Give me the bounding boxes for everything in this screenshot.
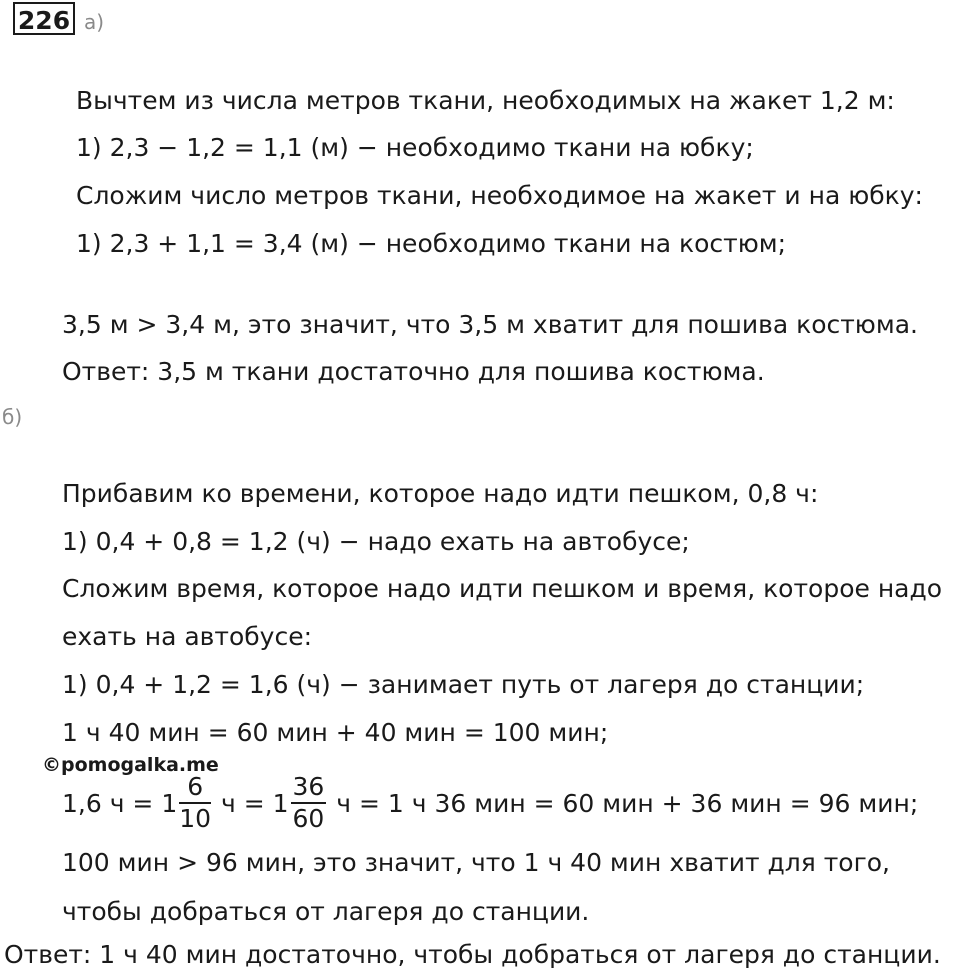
fraction [179,772,211,834]
text-line: чтобы добраться от лагеря до станции. [62,897,590,926]
text-line: 1) 0,4 + 1,2 = 1,6 (ч) − занимает путь от лагеря до станции; [62,670,865,699]
text-line: Прибавим ко времени, которое надо идти пешком, 0,8 ч: [62,479,819,508]
text-line: ехать на автобусе: [62,622,313,651]
text-line: Сложим число метров ткани, необходимое на жакет и на юбку: [76,181,923,210]
denominator: 10 [179,804,212,833]
part-b-label: б) [2,405,23,429]
part-a-label: а) [84,10,105,34]
answer-a: Ответ: 3,5 м ткани достаточно для пошива костюма. [62,357,765,386]
fraction [291,772,327,834]
answer-b: Ответ: 1 ч 40 мин достаточно, чтобы добраться от лагеря до станции. [4,940,941,969]
numerator: 36 [291,772,327,804]
text-line: Вычтем из числа метров ткани, необходимых на жакет 1,2 м: [76,86,895,115]
text-line: 100 мин > 96 мин, это значит, что 1 ч 40 мин хватит для того, [62,848,890,877]
equation-part: ч = 1 ч 36 мин = 60 мин + 36 мин = 96 мин; [328,789,919,818]
text-line: 1 ч 40 мин = 60 мин + 40 мин = 100 мин; [62,718,609,747]
fraction-equation [62,773,918,835]
equation-part: 1,6 ч = 1 [62,789,178,818]
text-line: 1) 2,3 + 1,1 = 3,4 (м) − необходимо ткани на костюм; [76,229,787,258]
text-line: 1) 0,4 + 0,8 = 1,2 (ч) − надо ехать на автобусе; [62,527,690,556]
watermark: ©pomogalka.me [42,754,219,776]
text-line: Сложим время, которое надо идти пешком и время, которое надо [62,574,943,603]
text-line: 3,5 м > 3,4 м, это значит, что 3,5 м хватит для пошива костюма. [62,310,918,339]
equation-part: ч = 1 [213,789,289,818]
denominator: 60 [292,804,325,833]
text-line: 1) 2,3 − 1,2 = 1,1 (м) − необходимо ткани на юбку; [76,133,754,162]
task-number-box: 226 [13,2,75,35]
numerator: 6 [179,772,211,804]
